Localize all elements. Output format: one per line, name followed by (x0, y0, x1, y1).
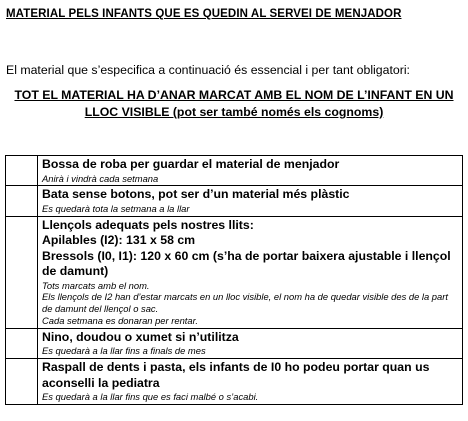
item-cell (38, 216, 463, 328)
item-cell (38, 328, 463, 358)
item-note: Els llençols de I2 han d’estar marcats en un lloc visible, el nom ha de quedar visible des de la part de damunt del llençol o sac. (42, 291, 448, 315)
item-cell (38, 156, 463, 186)
table-row (6, 328, 463, 358)
item-note: Es quedarà a la llar fins a finals de mes (42, 345, 206, 357)
row-marker-cell (6, 328, 38, 358)
item-title: Raspall de dents i pasta, els infants de I0 ho podeu portar quan us aconselli la pediatra (42, 360, 430, 390)
table-row (6, 359, 463, 405)
item-subtitle: Bressols (I0, I1): 120 x 60 cm (s’ha de portar baixera ajustable i llençol de damunt) (42, 248, 451, 279)
item-note: Tots marcats amb el nom. (42, 279, 150, 291)
table-row (6, 156, 463, 186)
labeling-notice: TOT EL MATERIAL HA D’ANAR MARCAT AMB EL NOM DE L’INFANT EN UN LLOC VISIBLE (pot ser també només els cognoms) (14, 88, 454, 119)
row-marker-cell (6, 359, 38, 405)
table-row (6, 216, 463, 328)
table-row (6, 186, 463, 216)
row-marker-cell (6, 156, 38, 186)
item-note: Cada setmana es donaran per rentar. (42, 314, 198, 326)
item-subtitle: Apilables (I2): 131 x 58 cm (42, 233, 196, 248)
item-title: Llençols adequats pels nostres llits: (42, 217, 254, 232)
item-cell (38, 359, 463, 405)
item-note: Es quedarà a la llar fins que es faci malbé o s’acabi. (42, 391, 259, 403)
page-title: MATERIAL PELS INFANTS QUE ES QUEDIN AL SERVEI DE MENJADOR (6, 8, 402, 20)
item-note: Anirà i vindrà cada setmana (42, 172, 159, 184)
item-cell (38, 186, 463, 216)
intro-text: El material que s’especifica a continuació és essencial i per tant obligatori: (6, 63, 410, 77)
item-title: Nino, doudou o xumet si n’utilitza (42, 329, 239, 344)
materials-table (5, 155, 463, 405)
item-title: Bata sense botons, pot ser d’un material més plàstic (42, 187, 350, 202)
row-marker-cell (6, 216, 38, 328)
item-note: Es quedarà tota la setmana a la llar (42, 202, 190, 214)
row-marker-cell (6, 186, 38, 216)
item-title: Bossa de roba per guardar el material de menjador (42, 157, 340, 171)
